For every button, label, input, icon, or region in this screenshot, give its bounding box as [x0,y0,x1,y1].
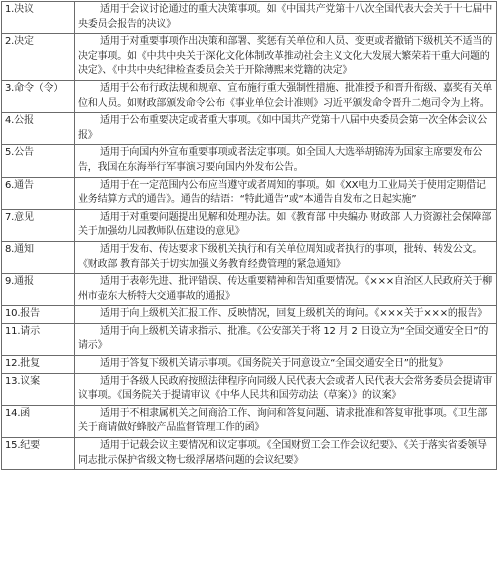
document-type-description: 适用于向国内外宣布重要事项或者法定事项。如全国人大选举胡锦涛为国家主席要发布公告，我国在东海举行军事演习要向国内外发布公告。 [75,145,497,177]
document-type-description: 适用于在一定范围内公布应当遵守或者周知的事项。如《XX电力工业局关于使用定期借记业务结算方式的通告》。通告的结语：“特此通告”或“本通告自发布之日起实施” [75,177,497,209]
document-type-name: 2.决定 [2,34,75,81]
document-type-name: 3.命令（令） [2,80,75,112]
document-type-description: 适用于各级人民政府按照法律程序向同级人民代表大会或者人民代表大会常务委员会提请审议事项。《国务院关于提请审议《中华人民共和国劳动法（草案）》的议案》 [75,373,497,405]
document-type-table [1,1,497,470]
document-type-name: 1.决议 [2,2,75,34]
document-type-description: 适用于对重要事项作出决策和部署、奖惩有关单位和人员、变更或者撤销下级机关不适当的决定事项。如《中共中央关于深化文化体制改革推动社会主义文化大发展大繁荣若干重大问题的决定》、《中共中央纪律检查委员会关于开除薄熙来党籍的决定》 [75,34,497,81]
document-type-description: 适用于发布、传达要求下级机关执行和有关单位周知或者执行的事项，批转、转发公文。《财政部 教育部关于切实加强义务教育经费管理的紧急通知》 [75,241,497,273]
document-type-description: 适用于不相隶属机关之间商洽工作、询问和答复问题、请求批准和答复审批事项。《卫生部关于商请做好蜂胶产品监督管理工作的函》 [75,405,497,437]
document-type-name: 15.纪要 [2,438,75,470]
table-row [2,177,497,209]
document-type-description: 适用于向上级机关请求指示、批准。《公安部关于将 12 月 2 日设立为“全国交通安全日”的请示》 [75,323,497,355]
table-row [2,241,497,273]
table-row [2,306,497,324]
table-row [2,274,497,306]
document-type-description: 适用于向上级机关汇报工作、反映情况，回复上级机关的询问。《×××关于×××的报告》 [75,306,497,324]
document-type-name: 6.通告 [2,177,75,209]
document-type-description: 适用于答复下级机关请示事项。《国务院关于同意设立“全国交通安全日”的批复》 [75,356,497,374]
document-type-description: 适用于对重要问题提出见解和处理办法。如《教育部 中央编办 财政部 人力资源社会保障部关于加强幼儿园教师队伍建设的意见》 [75,209,497,241]
document-type-name: 7.意见 [2,209,75,241]
table-row [2,145,497,177]
document-type-name: 10.报告 [2,306,75,324]
table-row [2,80,497,112]
table-row [2,113,497,145]
table-row [2,373,497,405]
table-row [2,438,497,470]
table-row [2,209,497,241]
table-row [2,34,497,81]
table-body [2,2,497,470]
document-type-description: 适用于公布重要决定或者重大事项。《如中国共产党第十八届中央委员会第一次全体会议公报》 [75,113,497,145]
document-type-name: 5.公告 [2,145,75,177]
document-type-name: 12.批复 [2,356,75,374]
document-type-name: 13.议案 [2,373,75,405]
table-row [2,2,497,34]
document-type-description: 适用于表彰先进、批评错误、传达重要精神和告知重要情况。《×××自治区人民政府关于柳州市壶东大桥特大交通事故的通报》 [75,274,497,306]
table-row [2,356,497,374]
document-type-name: 9.通报 [2,274,75,306]
document-type-description: 适用于会议讨论通过的重大决策事项。如《中国共产党第十八次全国代表大会关于十七届中央委员会报告的决议》 [75,2,497,34]
table-row [2,323,497,355]
document-type-name: 4.公报 [2,113,75,145]
document-type-name: 11.请示 [2,323,75,355]
document-type-description: 适用于记载会议主要情况和议定事项。《全国财贸工会工作会议纪要》、《关于落实省委领导同志批示保护省级文物七级浮屠塔问题的会议纪要》 [75,438,497,470]
document-type-name: 8.通知 [2,241,75,273]
table-row [2,405,497,437]
document-type-name: 14.函 [2,405,75,437]
document-type-description: 适用于公布行政法规和规章、宣布施行重大强制性措施、批准授予和晋升衔级、嘉奖有关单位和人员。如财政部颁发命令公布《事业单位会计准则》习近平颁发命令晋升二炮司令为上将。 [75,80,497,112]
